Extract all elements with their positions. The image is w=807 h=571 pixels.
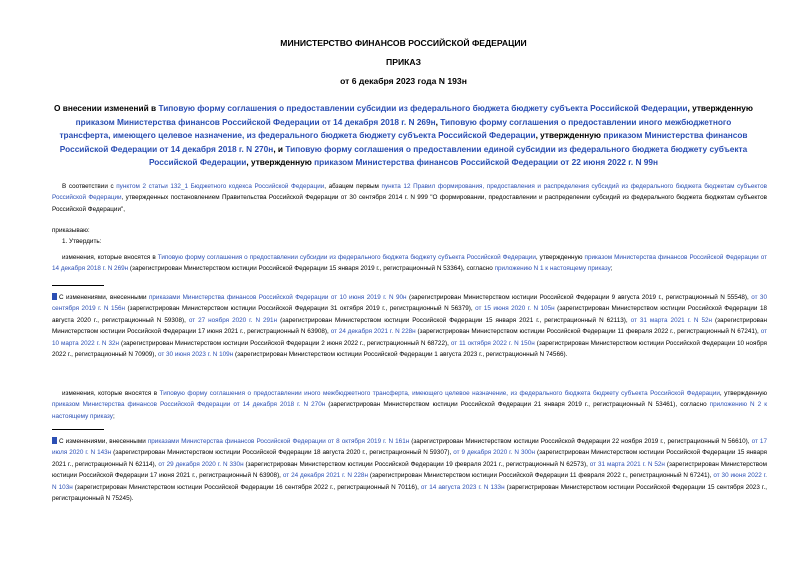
note-link[interactable]: приказами Министерства финансов Российской Федерации от 10 июня 2019 г. N 90н bbox=[148, 294, 407, 301]
note-link[interactable]: от 31 марта 2021 г. N 52н bbox=[630, 316, 713, 324]
item2-text: изменения, которые вносятся в bbox=[62, 390, 160, 397]
item2-text: , согласно bbox=[675, 401, 710, 409]
item2-paragraph bbox=[52, 388, 767, 422]
note-text: (зарегистрирован Министерством юстиции Российской Федерации 17 июня 2021 г., регистрационный N 63908), bbox=[52, 460, 767, 480]
note-text: (зарегистрирован Министерством юстиции Российской Федерации 18 августа 2020 г., регистрационный N 59307), bbox=[111, 449, 454, 457]
title-text: , утвержденную bbox=[535, 130, 604, 141]
note-link[interactable]: от 15 июня 2020 г. N 105н bbox=[475, 305, 555, 313]
note-link[interactable]: от 17 июля 2020 г. N 143н bbox=[52, 438, 767, 457]
note-text: (зарегистрирован Министерством юстиции Российской Федерации 19 февраля 2021 г., регистрационный N 62573), bbox=[243, 460, 590, 468]
footnote-marker-icon[interactable] bbox=[52, 437, 57, 444]
note-link[interactable]: от 30 июня 2022 г. N 103н bbox=[52, 472, 767, 491]
note-text: (зарегистрирован Министерством юстиции Российской Федерации 10 ноября 2022 г., регистрационный N 70909), bbox=[52, 339, 767, 359]
preamble-text: , утвержденных постановлением Правительства Российской Федерации от 30 сентября 2014 г. N 999 "О формировании, предоставлении и распределении субсидий из федерального бюджета бюджетам субъектов Российской Федерации", bbox=[52, 194, 767, 213]
preamble-link[interactable]: пунктом 2 статьи 132_1 Бюджетного кодекса Российской Федерации bbox=[116, 183, 325, 190]
document-title bbox=[52, 102, 755, 170]
item1-link[interactable]: Типовую форму соглашения о предоставлении субсидии из федерального бюджета бюджету субъекта Российской Федерации bbox=[157, 254, 536, 261]
doc-type-heading: ПРИКАЗ bbox=[386, 57, 421, 67]
item2-text: , утвержденную bbox=[719, 390, 768, 397]
note-text: (зарегистрирован Министерством юстиции Российской Федерации 18 августа 2020 г., регистрационный N 59308), bbox=[52, 305, 768, 324]
title-text: , утвержденную bbox=[687, 103, 753, 113]
title-link[interactable]: приказом Министерства финансов Российской Федерации от 14 декабря 2018 г. N 269н bbox=[75, 116, 436, 127]
note-link[interactable]: от 30 сентября 2019 г. N 156н bbox=[52, 294, 767, 313]
title-text: , утвержденную bbox=[246, 157, 315, 168]
note-text: (зарегистрирован Министерством юстиции Российской Федерации 15 сентября 2023 г., регистрационный N 75245). bbox=[52, 483, 767, 503]
note-text: (зарегистрирован Министерством юстиции Российской Федерации 2 июня 2022 г., регистрационный N 68722), bbox=[119, 339, 451, 347]
title-text: , bbox=[435, 116, 441, 127]
item1-text: (зарегистрирован Министерством юстиции Российской Федерации 15 января 2019 г., регистрационный N 53364) bbox=[128, 265, 463, 273]
approve-clause: 1. Утвердить: bbox=[62, 238, 102, 245]
title-text: О внесении изменений в bbox=[53, 103, 159, 113]
footnote-marker-icon[interactable] bbox=[52, 293, 57, 300]
item1-text: ; bbox=[610, 265, 613, 273]
item2-link[interactable]: приложению N 2 к настоящему приказу bbox=[52, 401, 767, 420]
date-number-heading: от 6 декабря 2023 года N 193н bbox=[340, 76, 467, 86]
title-link[interactable]: Типовую форму соглашения о предоставлении единой субсидии из федерального бюджета бюджету субъекта Российской Федерации bbox=[148, 143, 748, 168]
item1-text: , утвержденную bbox=[535, 254, 585, 261]
note-link[interactable]: приказами Министерства финансов Российской Федерации от 8 октября 2019 г. N 161н bbox=[147, 438, 410, 445]
note-text: (зарегистрирован Министерством юстиции Российской Федерации 22 ноября 2019 г., регистрационный N 56610), bbox=[409, 438, 752, 445]
preamble-paragraph bbox=[52, 181, 767, 215]
note-link[interactable]: от 14 августа 2023 г. N 133н bbox=[420, 483, 505, 491]
footnote-divider bbox=[52, 429, 104, 430]
title-text: , и bbox=[273, 143, 286, 154]
note-text: (зарегистрирован Министерством юстиции Российской Федерации 11 февраля 2022 г., регистрационный N 67241), bbox=[367, 472, 714, 480]
note-text: (зарегистрирован Министерством юстиции Российской Федерации 9 августа 2019 г., регистрационный N 55548), bbox=[406, 294, 752, 301]
item1-text: , согласно bbox=[462, 265, 495, 273]
order-word: приказываю: bbox=[52, 227, 90, 234]
note-text: (зарегистрирован Министерством юстиции Российской Федерации 16 сентября 2022 г., регистрационный N 70116), bbox=[72, 483, 421, 491]
note-text: (зарегистрирован Министерством юстиции Российской Федерации 17 июня 2021 г., регистрационный N 63908), bbox=[52, 316, 768, 336]
note-text: С изменениями, внесенными bbox=[59, 294, 149, 301]
note-text: (зарегистрирован Министерством юстиции Российской Федерации 15 января 2021 г., регистрационный N 62113), bbox=[277, 316, 631, 324]
note-text: (зарегистрирован Министерством юстиции Российской Федерации 1 августа 2023 г., регистрационный N 74566). bbox=[233, 351, 568, 359]
preamble-link[interactable]: пункта 12 Правил формирования, предоставления и распределения субсидий из федерального бюджета бюджетам субъектов Российской Федерации bbox=[52, 183, 768, 202]
item1-text: изменения, которые вносятся в bbox=[62, 254, 158, 261]
note-text: (зарегистрирован Министерством юстиции Российской Федерации 31 октября 2019 г., регистрационный N 56379), bbox=[125, 305, 476, 313]
note-link[interactable]: от 10 марта 2022 г. N 32н bbox=[52, 328, 767, 347]
footnote-1 bbox=[52, 292, 767, 360]
note-link[interactable]: от 29 декабря 2020 г. N 330н bbox=[158, 460, 244, 468]
preamble-text: , абзацем первым bbox=[324, 183, 382, 190]
note-link[interactable]: от 11 октября 2022 г. N 150н bbox=[450, 339, 535, 347]
preamble-text: В соответствии с bbox=[62, 183, 117, 190]
note-link[interactable]: от 27 ноября 2020 г. N 291н bbox=[188, 316, 278, 324]
item2-text: ; bbox=[112, 412, 115, 420]
note-link[interactable]: от 31 марта 2021 г. N 52н bbox=[589, 460, 665, 468]
item2-link[interactable]: Типовую форму соглашения о предоставлении иного межбюджетного трансферта, имеющего целевое назначение, из федерального бюджета бюджету субъекта Российской Федерации bbox=[159, 390, 720, 397]
note-link[interactable]: от 24 декабря 2021 г. N 228н bbox=[282, 472, 368, 480]
note-link[interactable]: от 9 декабря 2020 г. N 300н bbox=[453, 449, 536, 457]
footnote-2 bbox=[52, 436, 767, 504]
item1-paragraph bbox=[52, 252, 767, 275]
note-link[interactable]: от 30 июня 2023 г. N 109н bbox=[157, 351, 234, 359]
item2-link[interactable]: приказом Министерства финансов Российской Федерации от 14 декабря 2018 г. N 270н bbox=[52, 401, 326, 409]
title-link[interactable]: Типовую форму соглашения о предоставлении субсидии из федерального бюджета бюджету субъекта Российской Федерации bbox=[158, 103, 688, 113]
note-link[interactable]: от 24 декабря 2021 г. N 228н bbox=[330, 328, 416, 336]
footnote-divider bbox=[52, 285, 104, 286]
title-link[interactable]: приказом Министерства финансов Российской Федерации от 22 июня 2022 г. N 99н bbox=[314, 157, 659, 168]
note-text: С изменениями, внесенными bbox=[59, 438, 148, 445]
title-link[interactable]: Типовую форму соглашения о предоставлении иного межбюджетного трансферта, имеющего целевое назначение, из федерального бюджета бюджету субъекта Российской Федерации bbox=[59, 116, 732, 141]
note-text: (зарегистрирован Министерством юстиции Российской Федерации 11 февраля 2022 г., регистрационный N 67241), bbox=[415, 328, 761, 336]
item1-link[interactable]: приказом Министерства финансов Российской Федерации от 14 декабря 2018 г. N 269н bbox=[52, 254, 767, 273]
item1-link[interactable]: приложению N 1 к настоящему приказу bbox=[494, 265, 611, 273]
ministry-heading: МИНИСТЕРСТВО ФИНАНСОВ РОССИЙСКОЙ ФЕДЕРАЦИИ bbox=[280, 38, 527, 48]
title-link[interactable]: приказом Министерства финансов Российской Федерации от 14 декабря 2018 г. N 270н bbox=[59, 130, 748, 154]
item2-text: (зарегистрирован Министерством юстиции Российской Федерации 21 января 2019 г., регистрационный N 53461) bbox=[325, 401, 676, 409]
note-text: (зарегистрирован Министерством юстиции Российской Федерации 15 января 2021 г., регистрационный N 62114), bbox=[52, 449, 767, 468]
